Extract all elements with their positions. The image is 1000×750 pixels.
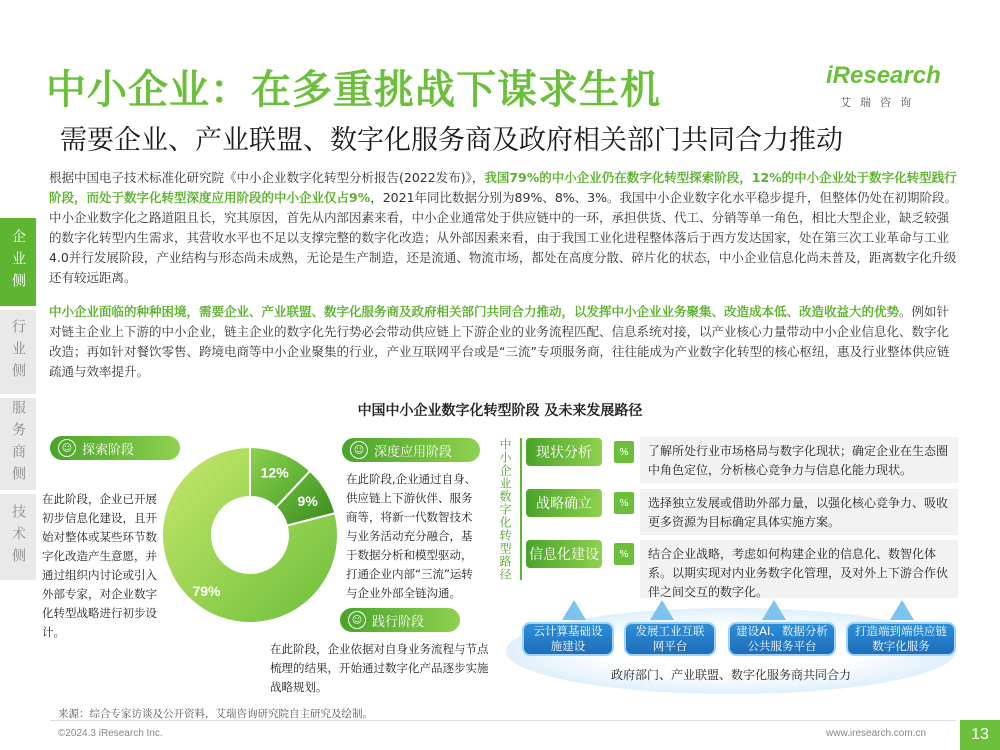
page-title: 中小企业：在多重挑战下谋求生机 <box>46 67 661 113</box>
source-note: 来源：综合专家访谈及公开资料，艾瑞咨询研究院自主研究及绘制。 <box>58 708 373 720</box>
path-vertical-label: 中小企业数字化转型路径 <box>498 438 512 581</box>
arrow-up-icon <box>562 600 586 620</box>
body-paragraph-2: 中小企业面临的种种困境，需要企业、产业联盟、数字化服务商及政府相关部门共同合力推动，以发挥中小企业业务聚集、改造成本低、改造收益大的优势。例如针对链主企业上下游的中小企业，链主企业的数字化先行势必会带动供应链上下游企业的业务流程匹配、信息系统对接，以产业核心力量带动中小企业信息化、数字化改造；再如针对餐饮零售、跨境电商等中小企业聚集的行业，产业互联网平台或是“三流”专项服务商，往往能成为产业数字化转型的核心枢纽，惠及行业整体供应链疏通与效率提升。 <box>49 304 950 379</box>
step-informatization: 信息化建设 <box>526 540 602 568</box>
stage-practice-desc: 在此阶段，企业依据对自身业务流程与节点梳理的结果，开始通过数字化产品逐步实施战略规划。 <box>270 642 489 694</box>
stage-explore-desc: 在此阶段，企业已开展初步信息化建设，且开始对整体或某些环节数字化改造产生意愿，并通过组织内讨论或引入外部专家，对企业数字化转型战略进行初步设计。 <box>42 492 157 639</box>
donut-label-1: 12% <box>260 464 289 481</box>
copyright: ©2024.3 iResearch Inc. <box>58 728 163 739</box>
page-number: 13 <box>960 720 1000 750</box>
donut-label-0: 79% <box>192 583 221 600</box>
arrow-up-icon <box>762 600 786 620</box>
arrow-up-icon <box>890 600 914 620</box>
people-icon: ☺ <box>350 441 368 459</box>
foundation-supply-chain: 打造端到端供应链数字化服务 <box>846 622 956 656</box>
step-informatization-desc: 结合企业战略，考虑如何构建企业的信息化、数智化体系。以期实现对内业务数字化管理，及对外上下游合作伙伴之间交互的数字化。 <box>640 540 958 598</box>
body-paragraph-1: 根据中国电子技术标准化研究院《中小企业数字化转型分析报告(2022发布)》，我国79%的中小企业仍在数字化转型探索阶段，12%的中小企业处于数字化转型践行阶段，而处于数字化转型深度应用阶段的中小企业仅占9%，2021年同比数据分别为89%、8%、3%。我国中小企业数字化水平稳步提升，但整体仍处在初期阶段。中小企业数字化之路道阻且长，究其原因，首先从内部因素来看，中小企业通常处于供应链中的一环，承担供货、代工、分销等单一角色，相比大型企业，缺乏较强的数字化转型内生需求，其营收水平也不足以支撑完整的数字化改造；从外部因素来看，由于我国工业化进程整体落后于西方发达国家，处在第三次工业革命与工业4.0并行发展阶段，产业结构与形态尚未成熟，无论是生产制造，还是流通、物流市场，都处在高度分散、碎片化的状态，中小企业信息化尚未普及，距离数字化升级还有较远距离。 <box>49 170 957 285</box>
foundation-base-label: 政府部门、产业联盟、数字化服务商共同合力 <box>610 668 851 682</box>
iresearch-logo <box>826 62 956 122</box>
percent-icon: % <box>614 543 634 565</box>
stage-deep-desc: 在此阶段,企业通过自身、供应链上下游伙伴、服务商等，将新一代数智技术与业务活动充分融合，基于数据分析和模型驱动，打通企业内部“三流”运转与企业外部全链沟通。 <box>346 472 477 600</box>
foundation-ai-data: 建设AI、数据分析公共服务平台 <box>728 622 836 656</box>
stage-deep-pill <box>342 438 480 462</box>
side-tab-technology[interactable]: 技术侧 <box>0 494 36 580</box>
step-status-analysis-desc: 了解所处行业市场格局与数字化现状；确定企业在生态圈中角色定位，分析核心竞争力与信息化能力现状。 <box>640 437 958 483</box>
foundation-cloud: 云计算基础设施建设 <box>522 622 614 656</box>
stage-donut-chart <box>150 440 350 630</box>
foundation-industrial-internet: 发展工业互联网平台 <box>624 622 716 656</box>
figure-title: 中国中小企业数字化转型阶段 及未来发展路径 <box>357 403 643 419</box>
page-subtitle: 需要企业、产业联盟、数字化服务商及政府相关部门共同合力推动 <box>60 125 843 156</box>
percent-icon: % <box>614 441 634 463</box>
arrow-up-icon <box>650 600 674 620</box>
donut-label-2: 9% <box>297 492 318 509</box>
stage-deep-label: 深度应用阶段 <box>374 444 453 460</box>
percent-icon: % <box>614 492 634 514</box>
stage-practice-pill <box>340 608 460 632</box>
people-icon: ☺ <box>348 611 366 629</box>
side-tab-enterprise[interactable]: 企业侧 <box>0 218 36 306</box>
people-icon: ☺ <box>58 439 76 457</box>
side-tab-industry[interactable]: 行业侧 <box>0 310 36 394</box>
website-link[interactable]: www.iresearch.com.cn <box>826 728 927 739</box>
step-status-analysis: 现状分析 <box>526 438 602 466</box>
logo-sub: 艾瑞咨询 <box>840 96 920 109</box>
stage-practice-label: 践行阶段 <box>372 614 425 630</box>
step-strategy: 战略确立 <box>526 489 602 517</box>
side-tab-service-provider[interactable]: 服务商侧 <box>0 398 36 490</box>
path-line <box>520 438 522 580</box>
logo-brand: iResearch <box>826 62 941 89</box>
step-strategy-desc: 选择独立发展或借助外部力量，以强化核心竞争力、吸收更多资源为目标确定具体实施方案。 <box>640 489 958 535</box>
stage-explore-label: 探索阶段 <box>82 442 135 458</box>
